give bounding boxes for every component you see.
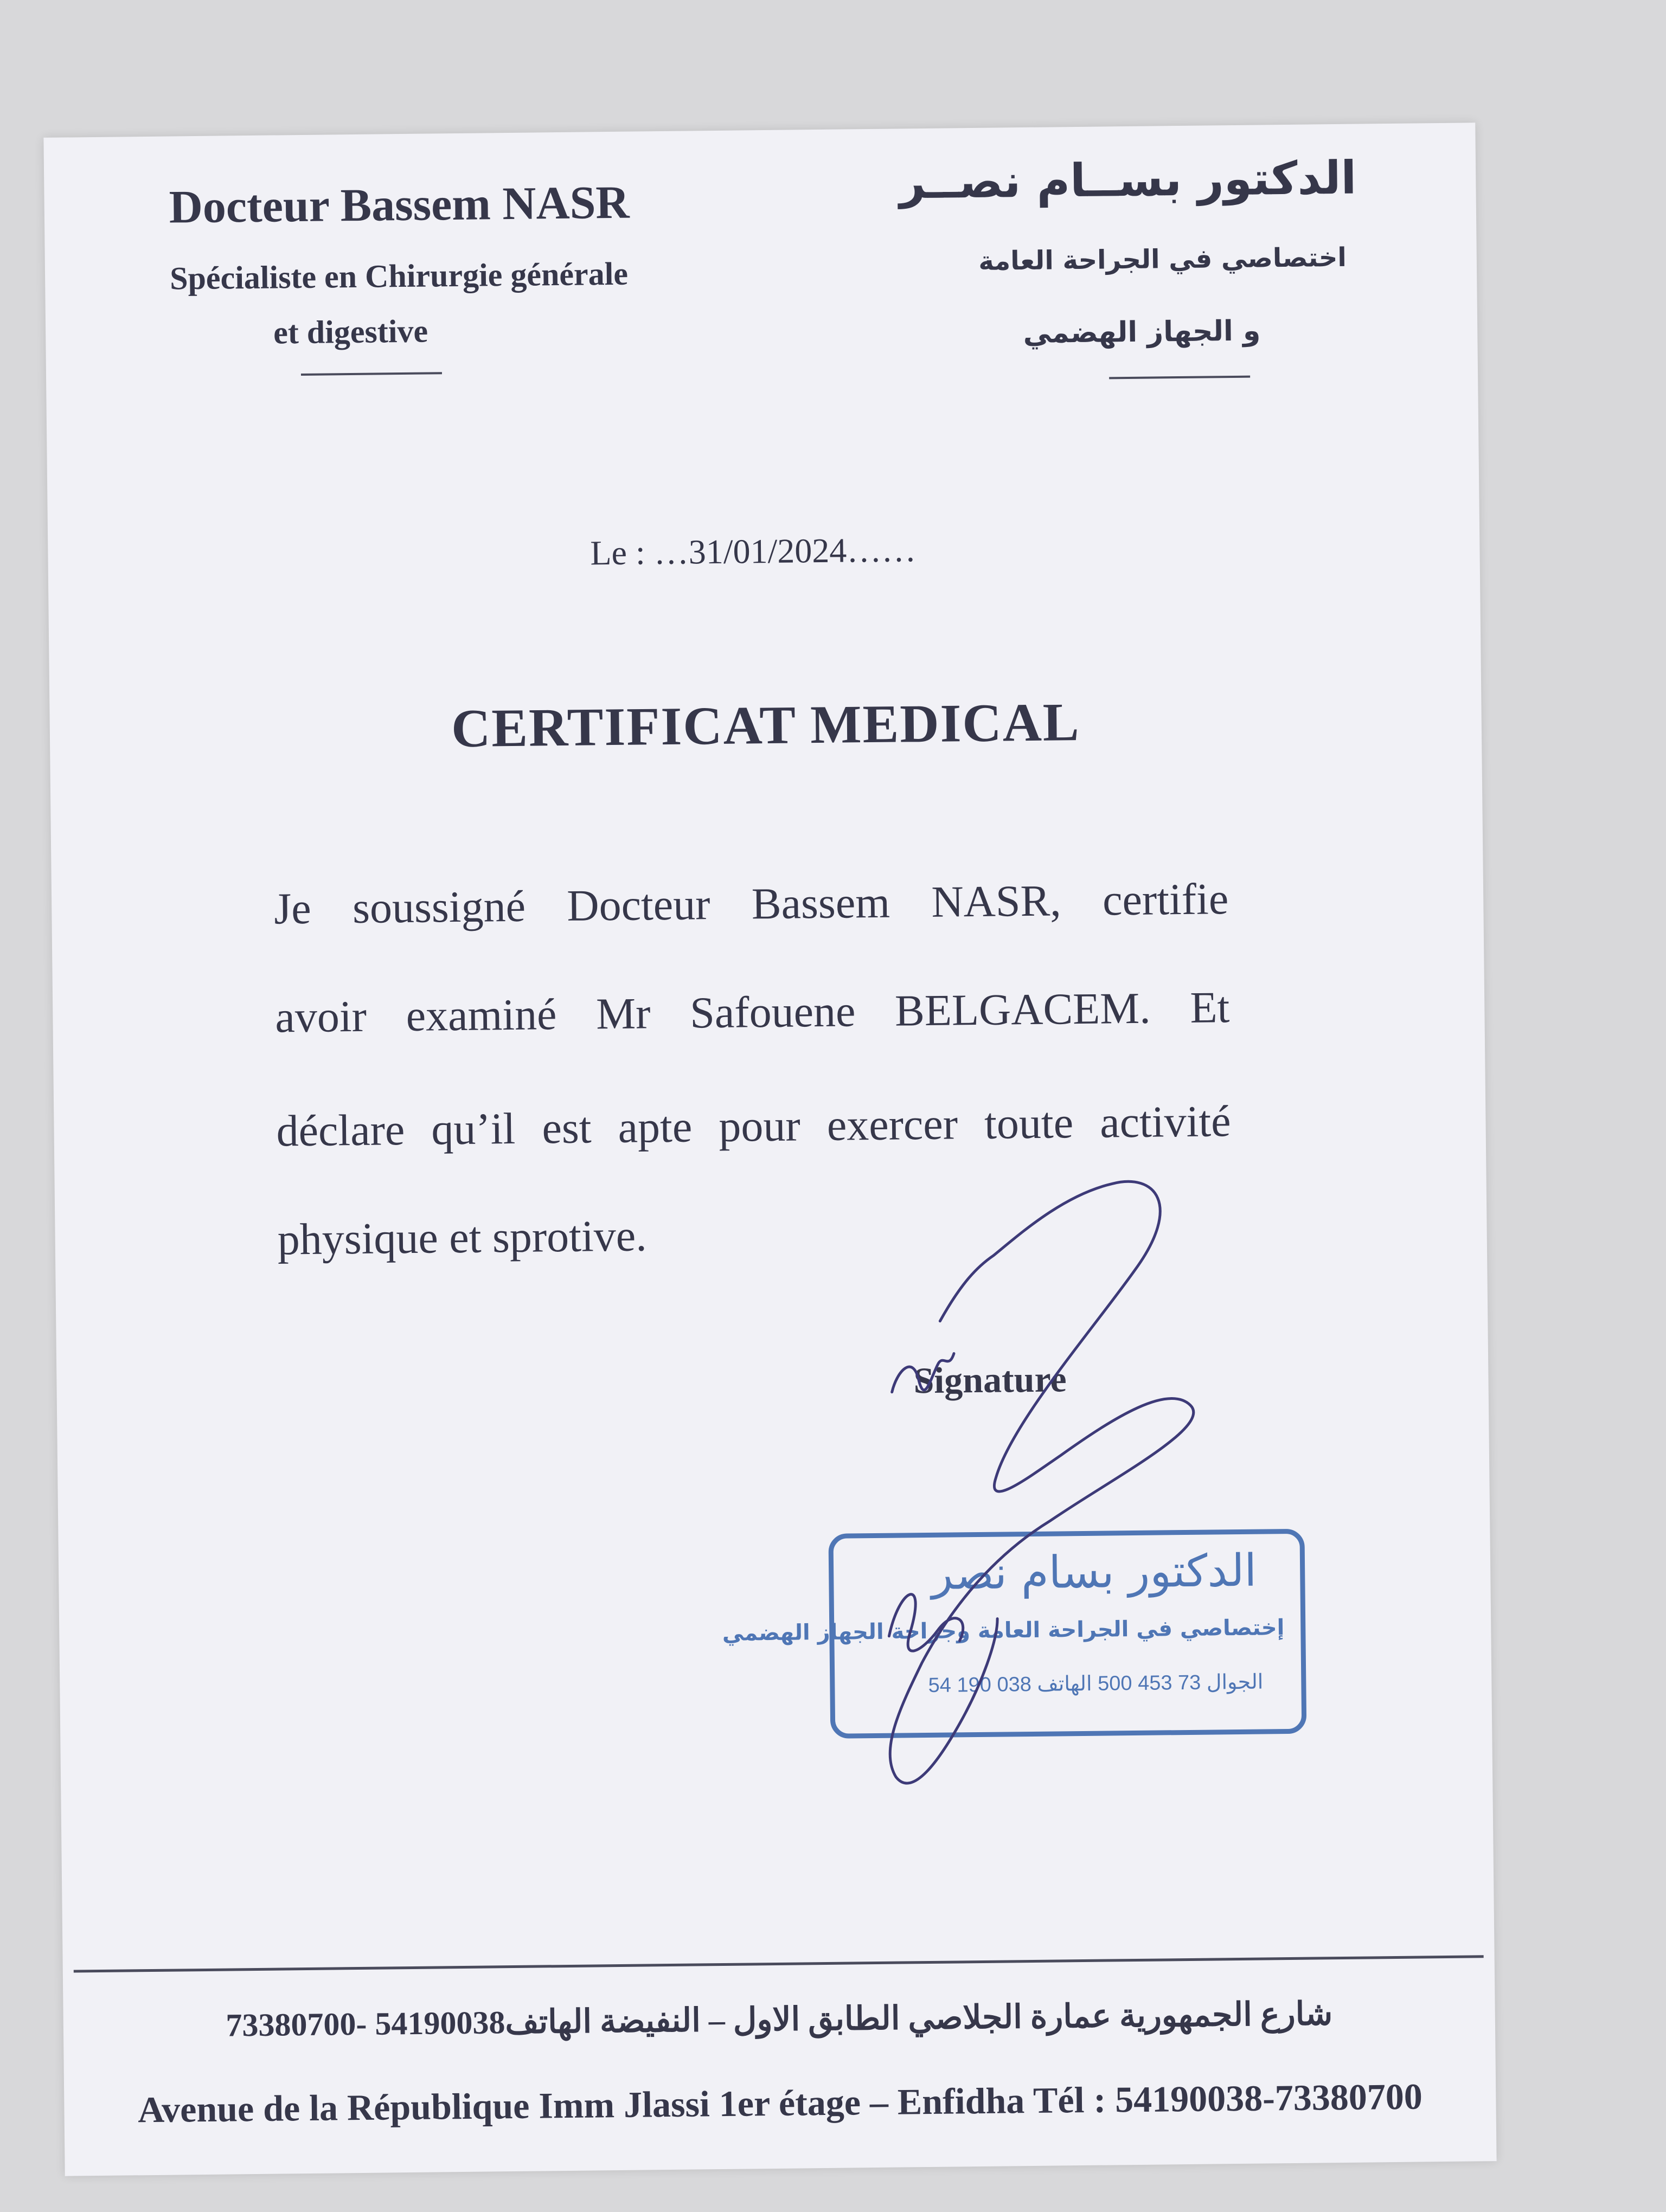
body-line-1: Je soussigné Docteur Bassem NASR, certifie: [273, 874, 1229, 934]
handwritten-signature: [830, 1171, 1352, 1805]
specialty-fr-line1: Spécialiste en Chirurgie générale: [169, 255, 629, 297]
footer-arabic-text: شارع الجمهورية عمارة الجلاصي الطابق الاول – النفيضة الهاتف: [505, 1996, 1333, 2041]
header-divider-right: [1109, 376, 1250, 380]
date-line: Le : …31/01/2024……: [590, 530, 917, 573]
footer-arabic-address: [63, 1993, 1496, 2046]
header-divider-left: [301, 372, 442, 376]
body-line-3: déclare qu’il est apte pour exercer toute activité: [276, 1096, 1231, 1156]
doctor-name-fr: Docteur Bassem NASR: [169, 176, 630, 233]
signature-label: Signature: [913, 1358, 1067, 1401]
footer-arabic-phones: 73380700- 54190038: [226, 2004, 505, 2043]
specialty-ar-line1: اختصاصي في الجراحة العامة: [978, 242, 1347, 276]
doctor-name-ar: الدكتور بســام نصــر: [899, 151, 1357, 209]
stamp-name: الدكتور بسام نصر: [931, 1545, 1257, 1600]
footer-french-address: Avenue de la République Imm Jlassi 1er étage – Enfidha Tél : 54190038-73380700: [137, 2075, 1423, 2131]
body-line-2: avoir examiné Mr Safouene BELGACEM. Et: [274, 982, 1230, 1042]
body-line-4: physique et sprotive.: [277, 1211, 648, 1264]
footer-divider: [74, 1955, 1484, 1972]
specialty-fr-line2: et digestive: [273, 313, 428, 351]
stamp-phones: 54 190 038 الجوال 73 453 500 الهاتف: [928, 1670, 1264, 1697]
specialty-ar-line2: و الجهاز الهضمي: [1023, 314, 1261, 350]
stamp-specialty: إختصاصي في الجراحة العامة وجراحة الجهاز الهضمي: [722, 1615, 1285, 1646]
document-title: CERTIFICAT MEDICAL: [451, 691, 1081, 759]
certificate-paper: [43, 123, 1496, 2176]
